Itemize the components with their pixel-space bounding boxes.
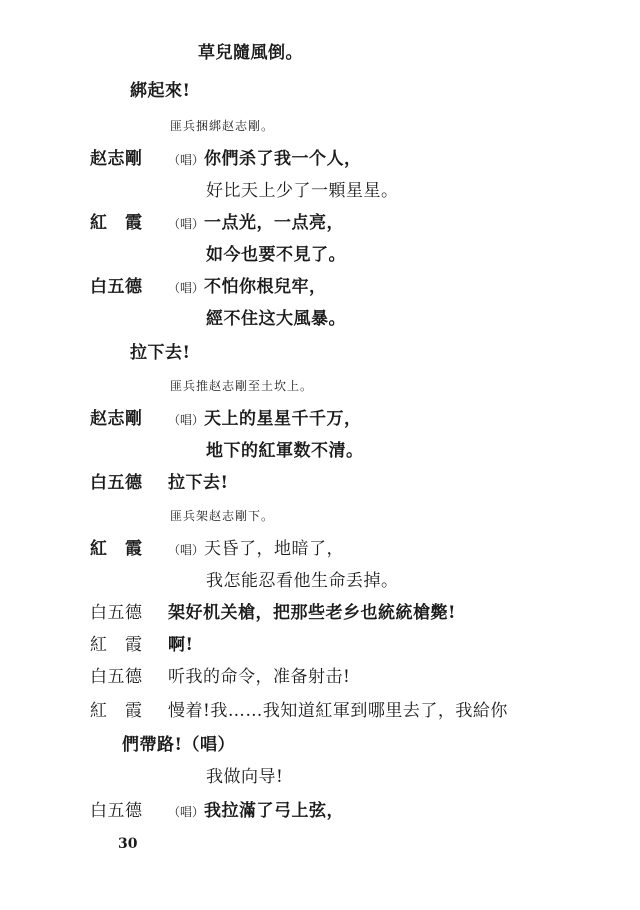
dialogue-line — [90, 634, 590, 656]
stage-direction — [170, 118, 274, 134]
page-number: 30 — [118, 836, 138, 852]
line-text: 架好机关槍，把那些老乡也統統槍斃! — [168, 603, 456, 623]
speaker-name: 白五德 — [90, 473, 143, 493]
line-text: 拉下去! — [168, 473, 229, 493]
dialogue-line — [90, 472, 590, 494]
speaker-name: 紅 霞 — [90, 539, 143, 559]
stage-text: 匪兵捆綁赵志剛。 — [170, 119, 275, 133]
stage-text: 匪兵架赵志剛下。 — [170, 509, 275, 523]
dialogue-line — [130, 342, 190, 364]
dialogue-line — [90, 538, 590, 560]
dialogue-line — [90, 700, 620, 722]
line-text: 不怕你根兒牢， — [204, 277, 327, 297]
speaker-name: 紅 霞 — [90, 701, 143, 721]
verse-line — [206, 244, 346, 266]
line-text: 天上的星星千千万， — [204, 409, 362, 429]
dialogue-line — [90, 666, 590, 688]
verse-line — [206, 570, 399, 592]
speaker-name: 白五德 — [90, 801, 143, 821]
line-text: 綁起來! — [130, 81, 191, 101]
verse-line — [206, 180, 399, 202]
line-text: 我怎能忍看他生命丢掉。 — [206, 571, 399, 591]
dialogue-line — [130, 80, 190, 102]
line-text: 草兒隨風倒。 — [198, 43, 303, 63]
dialogue-line — [90, 602, 610, 624]
speaker-name: 赵志剛 — [90, 149, 143, 169]
stage-text: 匪兵推赵志剛至土坎上。 — [170, 379, 314, 393]
speaker-name: 白五德 — [90, 603, 143, 623]
sing-marker: （唱） — [168, 413, 205, 427]
dialogue-line — [90, 800, 590, 822]
line-text: 們帶路!（唱） — [122, 735, 235, 755]
line-text: 听我的命令，准备射击! — [168, 667, 351, 687]
dialogue-line — [90, 276, 590, 298]
verse-line — [206, 766, 283, 788]
line-text: 如今也要不見了。 — [206, 245, 346, 265]
sing-marker: （唱） — [168, 281, 205, 295]
speaker-name: 白五德 — [90, 277, 143, 297]
line-text: 慢着!我……我知道紅軍到哪里去了，我給你 — [168, 701, 508, 721]
line-text: 啊! — [168, 635, 194, 655]
stage-direction — [170, 378, 313, 394]
dialogue-line — [90, 408, 590, 430]
verse-line — [206, 308, 346, 330]
dialogue-line — [90, 148, 590, 170]
line-text: 我拉滿了弓上弦， — [204, 801, 345, 821]
line-text: 拉下去! — [130, 343, 191, 363]
line-text: 經不住这大風暴。 — [206, 309, 346, 329]
speaker-name: 紅 霞 — [90, 213, 143, 233]
dialogue-line — [90, 212, 590, 234]
line-text: 你們杀了我一个人， — [204, 149, 362, 169]
line-text: 我做向导! — [206, 767, 284, 787]
line-text: 一点光，一点亮， — [204, 213, 345, 233]
speaker-name: 白五德 — [90, 667, 143, 687]
verse-line — [198, 42, 303, 64]
verse-line — [206, 440, 364, 462]
line-text: 天昏了，地暗了， — [204, 539, 345, 559]
sing-marker: （唱） — [168, 805, 205, 819]
line-text: 好比天上少了一顆星星。 — [206, 181, 399, 201]
sing-marker: （唱） — [168, 543, 205, 557]
sing-marker: （唱） — [168, 217, 205, 231]
speaker-name: 紅 霞 — [90, 635, 143, 655]
stage-direction — [170, 508, 274, 524]
dialogue-continuation — [122, 734, 235, 756]
line-text: 地下的紅軍数不清。 — [206, 441, 364, 461]
sing-marker: （唱） — [168, 153, 205, 167]
speaker-name: 赵志剛 — [90, 409, 143, 429]
